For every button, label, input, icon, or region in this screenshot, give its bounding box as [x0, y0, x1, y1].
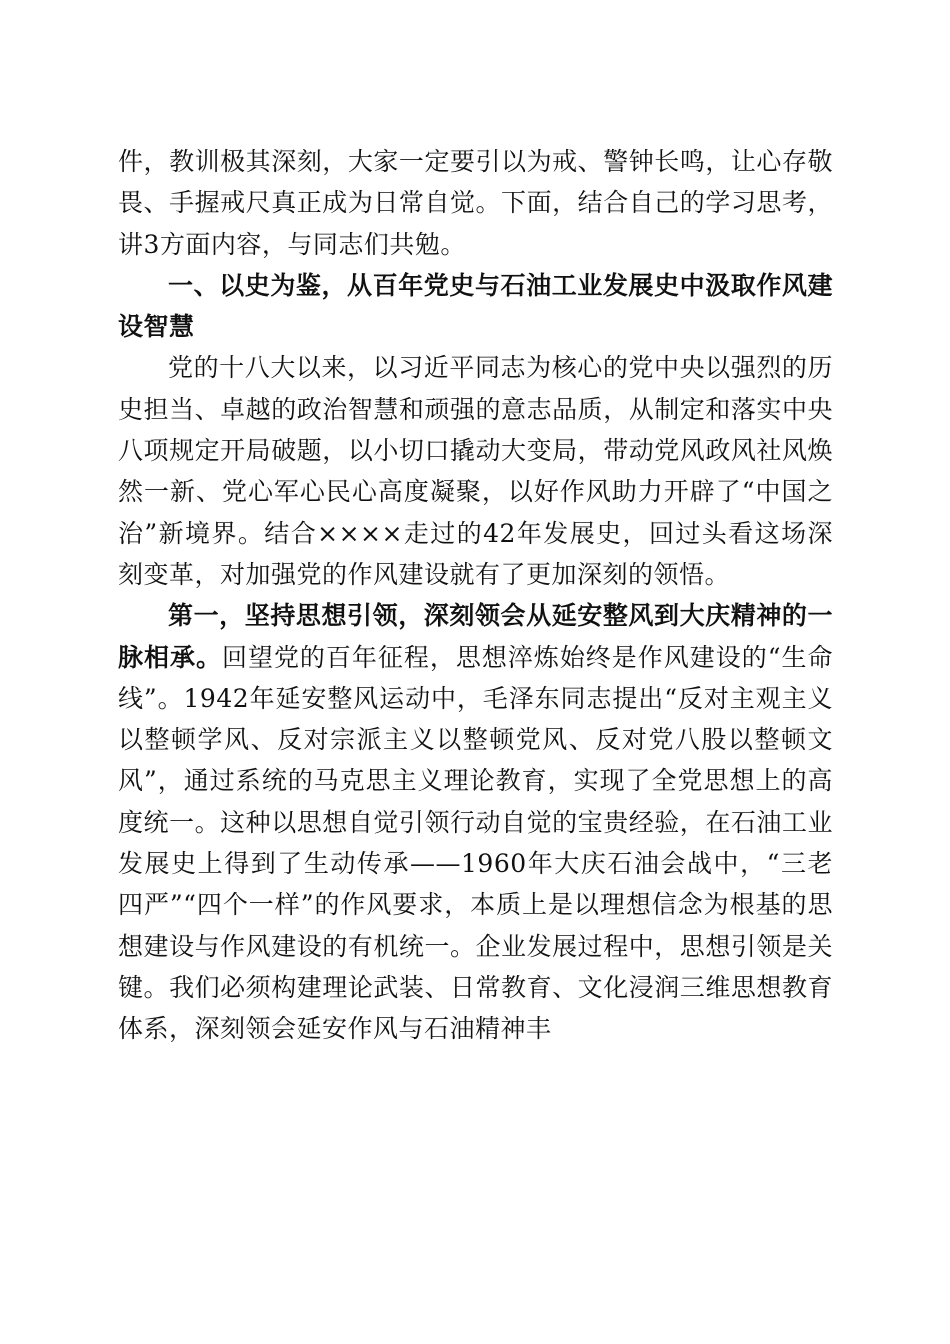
paragraph-first-point: [118, 595, 833, 1049]
document-body: [118, 141, 833, 1050]
paragraph-body-text: 回望党的百年征程，思想淬炼始终是作风建设的“生命线”。1942年延安整风运动中，毛泽东同志提出“反对主观主义以整顿学风、反对宗派主义以整顿党风、反对党八股以整顿文风”，通过系统的马克思主义理论教育，实现了全党思想上的高度统一。这种以思想自觉引领行动自觉的宝贵经验，在石油工业发展史上得到了生动传承——1960年大庆石油会战中，“三老四严”“四个一样”的作风要求，本质上是以理想信念为根基的思想建设与作风建设的有机统一。企业发展过程中，思想引领是关键。我们必须构建理论武装、日常教育、文化浸润三维思想教育体系，深刻领会延安作风与石油精神丰: [118, 642, 833, 1044]
paragraph-intro: 党的十八大以来，以习近平同志为核心的党中央以强烈的历史担当、卓越的政治智慧和顽强的意志品质，从制定和落实中央八项规定开局破题，以小切口撬动大变局，带动党风政风社风焕然一新、党心军心民心高度凝聚，以好作风助力开辟了“中国之治”新境界。结合××××走过的42年发展史，回过头看这场深刻变革，对加强党的作风建设就有了更加深刻的领悟。: [118, 353, 833, 589]
paragraph-continuation: 件，教训极其深刻，大家一定要引以为戒、警钟长鸣，让心存敬畏、手握戒尺真正成为日常自觉。下面，结合自己的学习思考，讲3方面内容，与同志们共勉。: [118, 147, 833, 259]
paragraph-lead-sentence: 第一，坚持思想引领，深刻领会从延安整风到大庆精神的一脉相承。: [118, 601, 833, 672]
section-heading: 一、以史为鉴，从百年党史与石油工业发展史中汲取作风建设智慧: [118, 270, 833, 342]
